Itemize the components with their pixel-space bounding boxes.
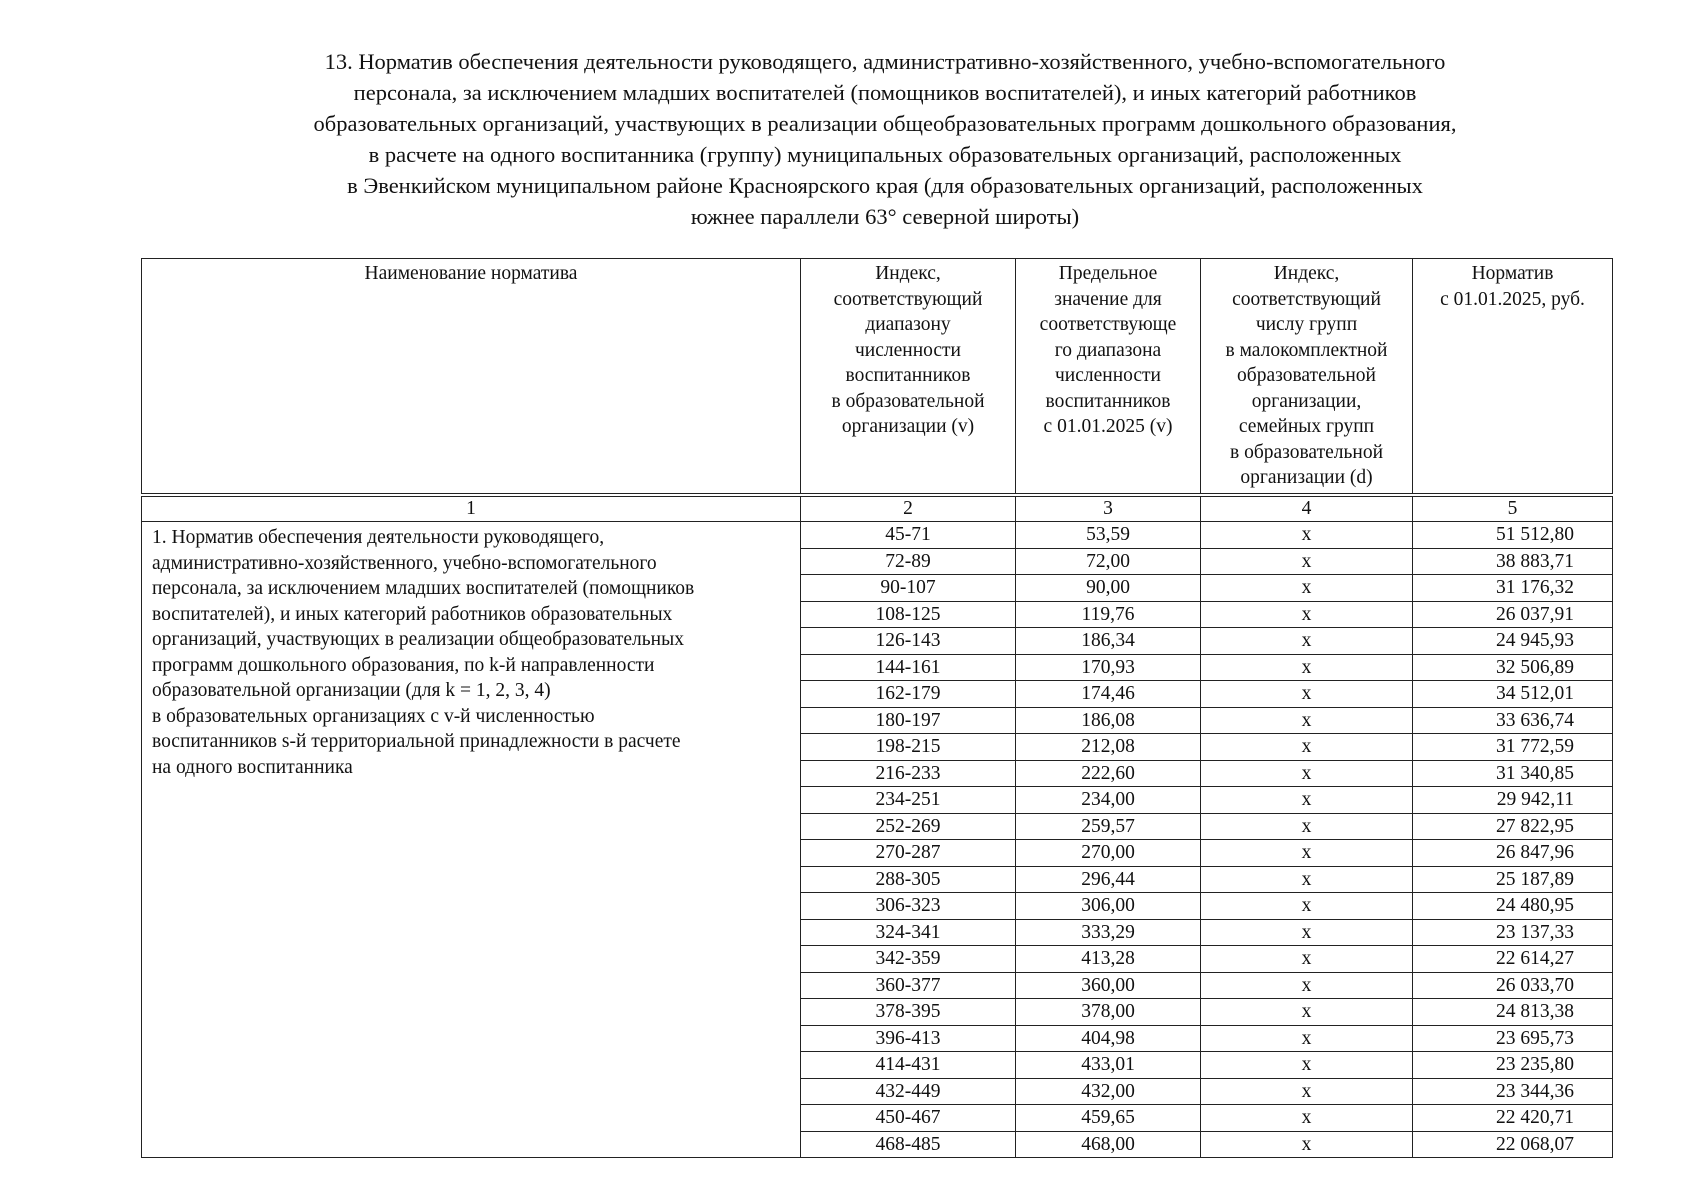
limit-cell: 413,28 xyxy=(1016,946,1201,973)
group-index-cell: x xyxy=(1201,654,1413,681)
header-line: соответствующий xyxy=(833,288,983,310)
norm-value-cell: 27 822,95 xyxy=(1413,813,1613,840)
title-line: образовательных организаций, участвующих в реализации общеобразовательных программ дошкольного образования, xyxy=(313,111,1457,136)
range-cell: 90-107 xyxy=(801,575,1016,602)
limit-cell: 212,08 xyxy=(1016,734,1201,761)
group-index-cell: x xyxy=(1201,707,1413,734)
header-line: в образовательной xyxy=(1229,441,1384,463)
group-index-cell: x xyxy=(1201,972,1413,999)
header-line: в малокомплектной xyxy=(1225,339,1388,361)
header-line: Предельное xyxy=(1058,263,1158,284)
range-cell: 126-143 xyxy=(801,628,1016,655)
group-index-cell: x xyxy=(1201,787,1413,814)
group-index-cell: x xyxy=(1201,575,1413,602)
group-index-cell: x xyxy=(1201,522,1413,549)
limit-cell: 360,00 xyxy=(1016,972,1201,999)
header-row xyxy=(142,259,1613,496)
norm-value-cell: 33 636,74 xyxy=(1413,707,1613,734)
norm-value-cell: 31 340,85 xyxy=(1413,760,1613,787)
limit-cell: 234,00 xyxy=(1016,787,1201,814)
norm-value-cell: 31 772,59 xyxy=(1413,734,1613,761)
group-index-cell: x xyxy=(1201,1025,1413,1052)
group-index-cell: x xyxy=(1201,1131,1413,1158)
limit-cell: 53,59 xyxy=(1016,522,1201,549)
range-cell: 306-323 xyxy=(801,893,1016,920)
header-range-index xyxy=(801,259,1016,496)
header-line: соответствующе xyxy=(1039,314,1177,335)
header-line: воспитанников xyxy=(845,365,971,386)
norm-value-cell: 24 813,38 xyxy=(1413,999,1613,1026)
column-number: 3 xyxy=(1016,495,1201,522)
limit-cell: 333,29 xyxy=(1016,919,1201,946)
group-index-cell: x xyxy=(1201,999,1413,1026)
norm-value-cell: 34 512,01 xyxy=(1413,681,1613,708)
limit-cell: 119,76 xyxy=(1016,601,1201,628)
header-line: численности xyxy=(854,339,961,361)
range-cell: 288-305 xyxy=(801,866,1016,893)
norm-value-cell: 23 235,80 xyxy=(1413,1052,1613,1079)
norm-value-cell: 26 847,96 xyxy=(1413,840,1613,867)
group-index-cell: x xyxy=(1201,601,1413,628)
range-cell: 396-413 xyxy=(801,1025,1016,1052)
norm-value-cell: 24 480,95 xyxy=(1413,893,1613,920)
norm-value-cell: 23 344,36 xyxy=(1413,1078,1613,1105)
range-cell: 252-269 xyxy=(801,813,1016,840)
header-line: с 01.01.2025 (v) xyxy=(1043,416,1173,437)
range-cell: 432-449 xyxy=(801,1078,1016,1105)
limit-cell: 90,00 xyxy=(1016,575,1201,602)
group-index-cell: x xyxy=(1201,919,1413,946)
group-index-cell: x xyxy=(1201,548,1413,575)
range-cell: 270-287 xyxy=(801,840,1016,867)
limit-cell: 432,00 xyxy=(1016,1078,1201,1105)
group-index-cell: x xyxy=(1201,760,1413,787)
column-number-row xyxy=(142,495,1613,522)
limit-cell: 72,00 xyxy=(1016,548,1201,575)
column-number: 5 xyxy=(1413,495,1613,522)
limit-cell: 306,00 xyxy=(1016,893,1201,920)
title-line: персонала, за исключением младших воспитателей (помощников воспитателей), и иных категорий работников xyxy=(353,80,1417,105)
norm-table xyxy=(141,258,1613,1158)
norm-value-cell: 25 187,89 xyxy=(1413,866,1613,893)
title-line: 13. Норматив обеспечения деятельности руководящего, административно-хозяйственного, учебно-вспомогательного xyxy=(324,49,1446,74)
header-line: Норматив xyxy=(1471,263,1554,284)
range-cell: 378-395 xyxy=(801,999,1016,1026)
norm-name-line: программ дошкольного образования, по k-й направленности xyxy=(152,654,655,676)
table-body xyxy=(142,495,1613,1158)
range-cell: 414-431 xyxy=(801,1052,1016,1079)
range-cell: 108-125 xyxy=(801,601,1016,628)
norm-name-line: воспитателей), и иных категорий работников образовательных xyxy=(152,603,673,625)
range-cell: 324-341 xyxy=(801,919,1016,946)
header-line: Наименование норматива xyxy=(364,263,578,284)
norm-value-cell: 32 506,89 xyxy=(1413,654,1613,681)
header-norm-name xyxy=(142,259,801,496)
norm-value-cell: 31 176,32 xyxy=(1413,575,1613,602)
title-line: в Эвенкийском муниципальном районе Красноярского края (для образовательных организаций, расположенных xyxy=(347,173,1423,198)
limit-cell: 259,57 xyxy=(1016,813,1201,840)
column-number: 2 xyxy=(801,495,1016,522)
column-number: 1 xyxy=(142,495,801,522)
document-title xyxy=(150,46,1620,232)
range-cell: 342-359 xyxy=(801,946,1016,973)
header-line: организации (d) xyxy=(1240,467,1373,488)
norm-value-cell: 22 614,27 xyxy=(1413,946,1613,973)
header-line: го диапазона xyxy=(1054,339,1162,361)
norm-value-cell: 38 883,71 xyxy=(1413,548,1613,575)
header-line: в образовательной xyxy=(831,390,985,412)
range-cell: 468-485 xyxy=(801,1131,1016,1158)
group-index-cell: x xyxy=(1201,1052,1413,1079)
header-line: численности xyxy=(1054,365,1161,386)
norm-value-cell: 22 068,07 xyxy=(1413,1131,1613,1158)
norm-name-line: 1. Норматив обеспечения деятельности руководящего, xyxy=(152,527,605,548)
norm-value-cell: 22 420,71 xyxy=(1413,1105,1613,1132)
group-index-cell: x xyxy=(1201,866,1413,893)
norm-name-cell xyxy=(142,522,801,1158)
limit-cell: 186,34 xyxy=(1016,628,1201,655)
header-line: диапазону xyxy=(865,314,951,335)
limit-cell: 378,00 xyxy=(1016,999,1201,1026)
limit-cell: 468,00 xyxy=(1016,1131,1201,1158)
group-index-cell: x xyxy=(1201,1078,1413,1105)
norm-value-cell: 51 512,80 xyxy=(1413,522,1613,549)
norm-name-line: персонала, за исключением младших воспитателей (помощников xyxy=(152,578,695,599)
norm-value-cell: 26 033,70 xyxy=(1413,972,1613,999)
header-norm-value xyxy=(1413,259,1613,496)
column-number: 4 xyxy=(1201,495,1413,522)
norm-name-line: в образовательных организациях с v-й численностью xyxy=(152,705,595,727)
limit-cell: 270,00 xyxy=(1016,840,1201,867)
header-line: организации (v) xyxy=(841,416,975,437)
range-cell: 72-89 xyxy=(801,548,1016,575)
title-line: южнее параллели 63° северной широты) xyxy=(690,204,1080,229)
limit-cell: 222,60 xyxy=(1016,760,1201,787)
group-index-cell: x xyxy=(1201,1105,1413,1132)
limit-cell: 404,98 xyxy=(1016,1025,1201,1052)
header-line: образовательной xyxy=(1237,365,1376,386)
range-cell: 450-467 xyxy=(801,1105,1016,1132)
norm-value-cell: 23 137,33 xyxy=(1413,919,1613,946)
range-cell: 144-161 xyxy=(801,654,1016,681)
limit-cell: 433,01 xyxy=(1016,1052,1201,1079)
range-cell: 45-71 xyxy=(801,522,1016,549)
norm-name-line: организаций, участвующих в реализации общеобразовательных xyxy=(152,629,684,650)
range-cell: 360-377 xyxy=(801,972,1016,999)
table-row xyxy=(142,522,1613,549)
limit-cell: 459,65 xyxy=(1016,1105,1201,1132)
header-line: воспитанников xyxy=(1045,390,1171,412)
header-line: с 01.01.2025, руб. xyxy=(1440,288,1585,310)
norm-name-line: на одного воспитанника xyxy=(152,756,353,778)
header-line: Индекс, xyxy=(875,263,941,284)
norm-value-cell: 26 037,91 xyxy=(1413,601,1613,628)
norm-value-cell: 29 942,11 xyxy=(1413,787,1613,814)
norm-value-cell: 23 695,73 xyxy=(1413,1025,1613,1052)
limit-cell: 170,93 xyxy=(1016,654,1201,681)
header-line: значение для xyxy=(1054,288,1162,310)
group-index-cell: x xyxy=(1201,946,1413,973)
header-line: организации, xyxy=(1251,390,1362,412)
header-line: соответствующий xyxy=(1232,288,1381,310)
range-cell: 162-179 xyxy=(801,681,1016,708)
group-index-cell: x xyxy=(1201,681,1413,708)
norm-value-cell: 24 945,93 xyxy=(1413,628,1613,655)
limit-cell: 174,46 xyxy=(1016,681,1201,708)
group-index-cell: x xyxy=(1201,893,1413,920)
limit-cell: 186,08 xyxy=(1016,707,1201,734)
norm-name-line: образовательной организации (для k = 1, 2, 3, 4) xyxy=(152,680,551,701)
range-cell: 198-215 xyxy=(801,734,1016,761)
norm-name-line: административно-хозяйственного, учебно-вспомогательного xyxy=(152,552,657,574)
title-line: в расчете на одного воспитанника (группу) муниципальных образовательных организаций, расположенных xyxy=(368,142,1402,167)
limit-cell: 296,44 xyxy=(1016,866,1201,893)
group-index-cell: x xyxy=(1201,840,1413,867)
header-line: числу групп xyxy=(1255,314,1358,335)
norm-name-line: воспитанников s-й территориальной принадлежности в расчете xyxy=(152,731,681,752)
group-index-cell: x xyxy=(1201,628,1413,655)
group-index-cell: x xyxy=(1201,734,1413,761)
header-limit-value xyxy=(1016,259,1201,496)
group-index-cell: x xyxy=(1201,813,1413,840)
header-line: Индекс, xyxy=(1273,263,1340,284)
header-line: семейных групп xyxy=(1238,416,1375,437)
header-group-index xyxy=(1201,259,1413,496)
range-cell: 216-233 xyxy=(801,760,1016,787)
range-cell: 234-251 xyxy=(801,787,1016,814)
range-cell: 180-197 xyxy=(801,707,1016,734)
